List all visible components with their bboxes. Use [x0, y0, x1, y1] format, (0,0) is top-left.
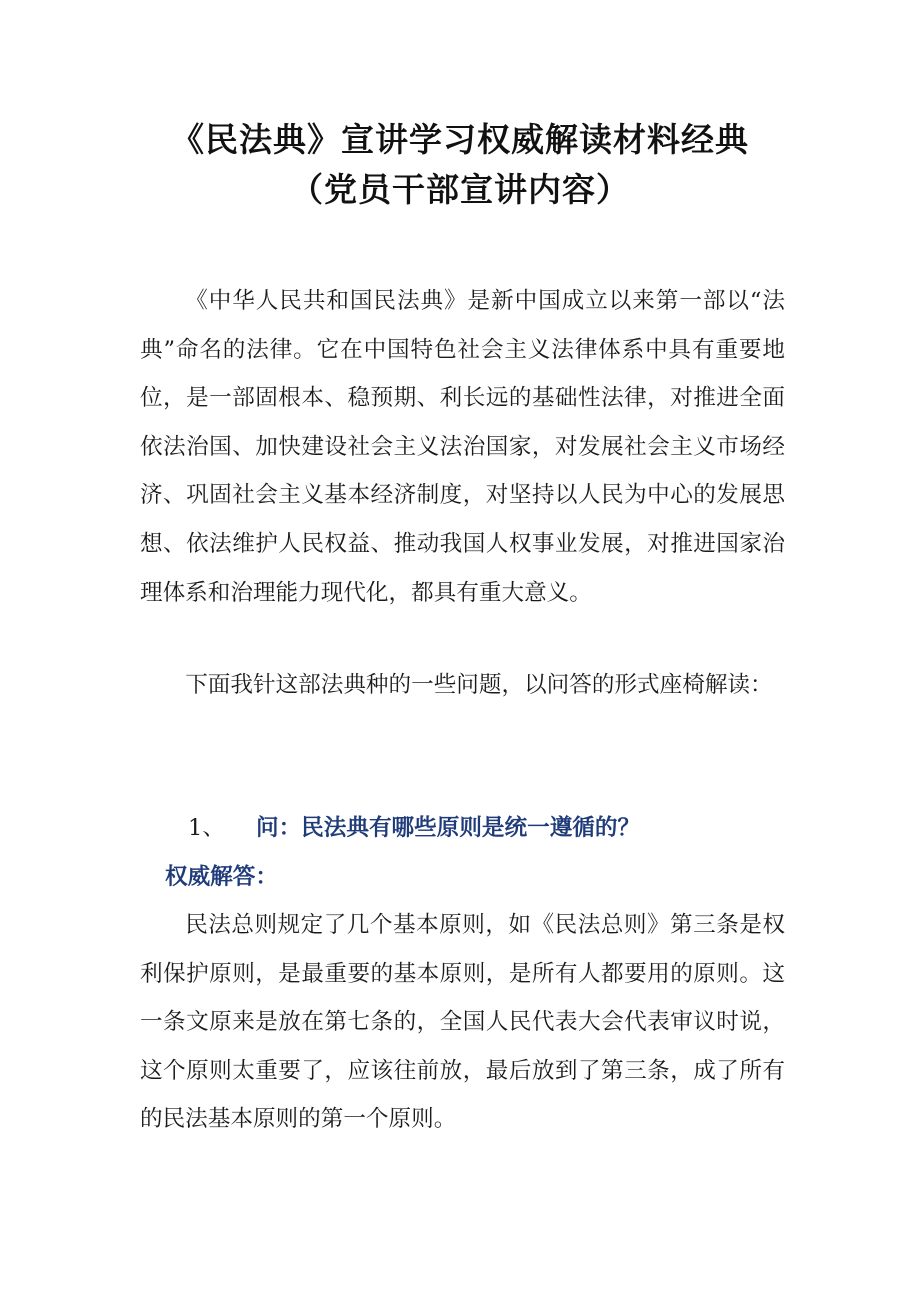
document-title-line2: （党员干部宣讲内容）: [290, 170, 630, 209]
question-number: 1、: [188, 815, 225, 841]
document-title-line1: 《民法典》宣讲学习权威解读材料经典: [171, 120, 749, 159]
question-text: 问：民法典有哪些原则是统一遵循的？: [256, 815, 641, 841]
answer-label: 权威解答：: [165, 864, 278, 890]
transition-paragraph: 下面我针这部法典种的一些问题，以问答的形式座椅解读：: [185, 672, 773, 698]
question-1: [188, 808, 640, 848]
answer-paragraph: 民法总则规定了几个基本原则，如《民法总则》第三条是权利保护原则，是最重要的基本原则，是所有人都要用的原则。这一条文原来是放在第七条的，全国人民代表大会代表审议时说，这个原则太重要了，应该往前放，最后放到了第三条，成了所有的民法基本原则的第一个原则。: [140, 912, 785, 1133]
intro-paragraph: 《中华人民共和国民法典》是新中国成立以来第一部以“法典”命名的法律。它在中国特色社会主义法律体系中具有重要地位，是一部固根本、稳预期、利长远的基础性法律，对推进全面依法治国、加快建设社会主义法治国家，对发展社会主义市场经济、巩固社会主义基本经济制度，对坚持以人民为中心的发展思想、依法维护人民权益、推动我国人权事业发展，对推进国家治理体系和治理能力现代化，都具有重大意义。: [140, 288, 785, 606]
